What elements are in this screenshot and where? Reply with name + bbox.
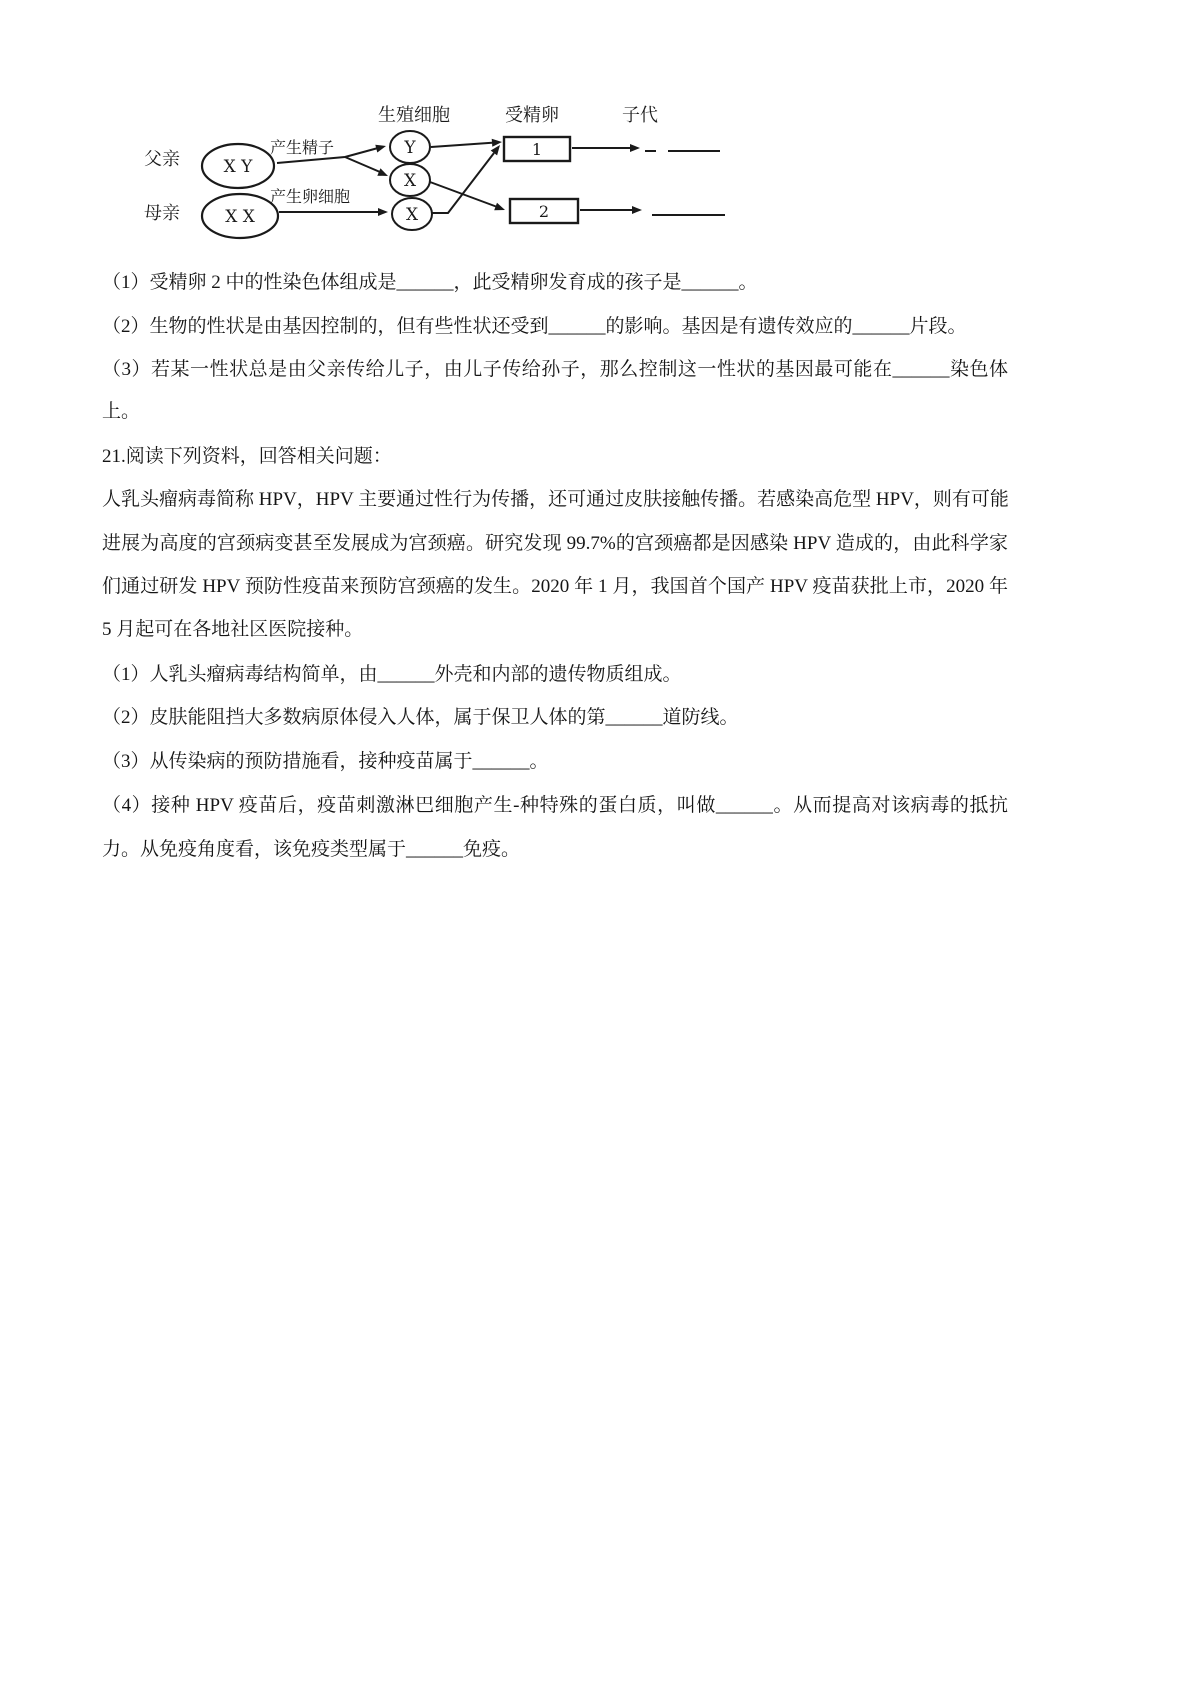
q21-passage-line: 5 月起可在各地社区医院接种。 xyxy=(102,619,364,640)
arrowhead xyxy=(378,208,388,216)
father-label: 父亲 xyxy=(144,149,180,170)
offspring-header: 子代 xyxy=(622,105,658,126)
arrowhead xyxy=(491,145,500,155)
zygote-header: 受精卵 xyxy=(505,105,559,126)
q20-item-2: （2）生物的性状是由基因控制的，但有些性状还受到______的影响。基因是有遗传效应的______片段。 xyxy=(102,316,967,337)
q21-title: 21.阅读下列资料，回答相关问题： xyxy=(102,446,392,467)
q20-item-3: （3）若某一性状总是由父亲传给儿子，由儿子传给孙子，那么控制这一性状的基因最可能在______染色体 xyxy=(102,359,1008,380)
offspring-blanks xyxy=(645,151,725,215)
zygote-label: 1 xyxy=(531,140,543,159)
inheritance-diagram xyxy=(0,0,1200,250)
q20-item-3-cont: 上。 xyxy=(102,401,141,422)
arrowhead xyxy=(494,203,505,211)
arrowhead xyxy=(492,139,502,147)
q21-item-1: （1）人乳头瘤病毒结构简单，由______外壳和内部的遗传物质组成。 xyxy=(102,664,682,685)
cell-label: X xyxy=(403,171,417,191)
arrowhead xyxy=(377,168,388,176)
q21-passage-line: 进展为高度的宫颈病变甚至发展成为宫颈癌。研究发现 99.7%的宫颈癌都是因感染 HPV 造成的，由此科学家 xyxy=(102,533,1008,554)
arrowhead xyxy=(630,144,640,152)
q21-passage-line: 人乳头瘤病毒简称 HPV，HPV 主要通过性行为传播，还可通过皮肤接触传播。若感染高危型 HPV，则有可能 xyxy=(102,489,1009,510)
egg-process-label: 产生卵细胞 xyxy=(270,187,351,206)
arrowhead xyxy=(375,145,386,153)
q20-item-1: （1）受精卵 2 中的性染色体组成是______，此受精卵发育成的孩子是______。 xyxy=(102,272,758,293)
germ-cells-header: 生殖细胞 xyxy=(378,105,450,126)
q21-item-3: （3）从传染病的预防措施看，接种疫苗属于______。 xyxy=(102,751,549,772)
arrowhead xyxy=(632,206,642,214)
fertilization-arrows xyxy=(430,143,496,213)
sperm-process-label: 产生精子 xyxy=(270,138,335,157)
father-chromosomes: X Y xyxy=(223,157,253,177)
q21-passage-line: 们通过研发 HPV 预防性疫苗来预防宫颈癌的发生。2020 年 1 月，我国首个国产 HPV 疫苗获批上市，2020 年 xyxy=(102,576,1008,597)
mother-chromosomes: X X xyxy=(225,207,255,227)
zygote-label: 2 xyxy=(538,202,550,221)
q21-item-4-cont: 力。从免疫角度看，该免疫类型属于______免疫。 xyxy=(102,839,521,860)
cell-label: Y xyxy=(404,138,416,158)
q21-item-2: （2）皮肤能阻挡大多数病原体侵入人体，属于保卫人体的第______道防线。 xyxy=(102,707,739,728)
q21-item-4: （4）接种 HPV 疫苗后，疫苗刺激淋巴细胞产生-种特殊的蛋白质，叫做______。从而提高对该病毒的抵抗 xyxy=(102,795,1008,816)
mother-label: 母亲 xyxy=(144,203,180,224)
cell-label: X xyxy=(405,205,419,225)
